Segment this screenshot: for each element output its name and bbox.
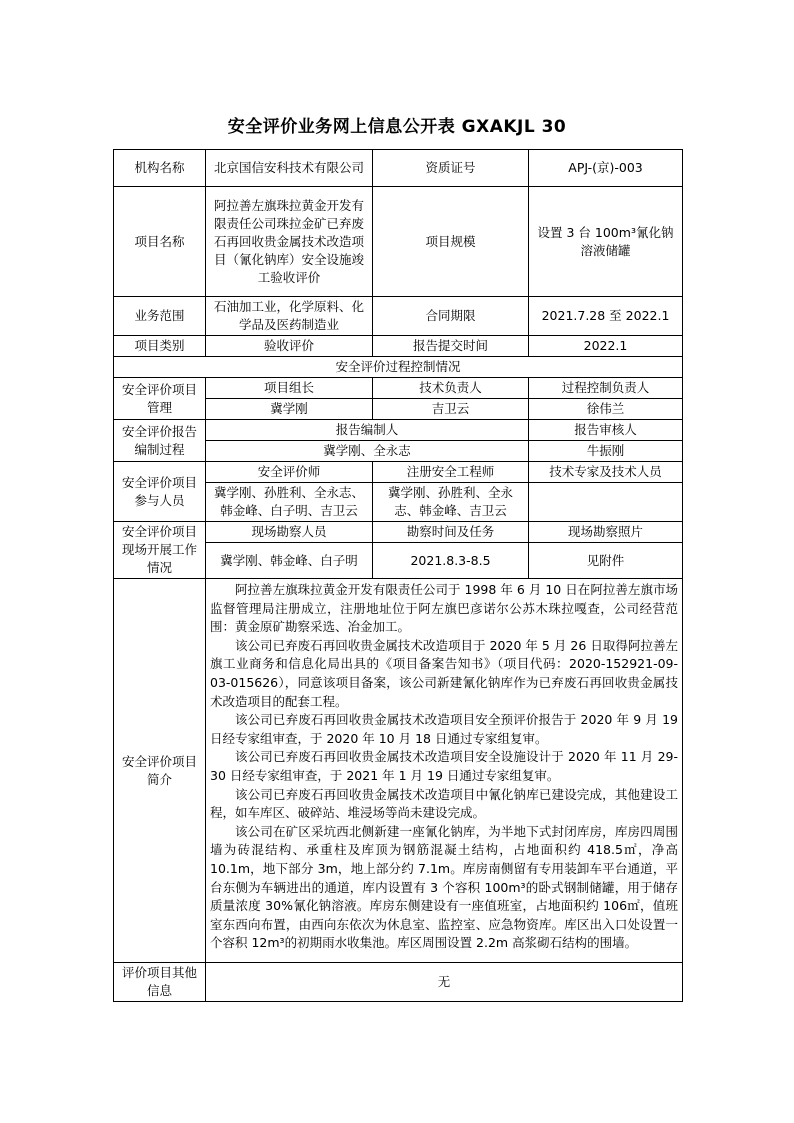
leader-label: 项目组长 xyxy=(206,378,373,399)
row-report-head xyxy=(114,420,683,441)
business-value: 石油加工业，化学原料、化学品及医药制造业 xyxy=(206,297,373,336)
intro-paragraph: 阿拉善左旗珠拉黄金开发有限责任公司于 1998 年 6 月 10 日在阿拉善左旗市场监督管理局注册成立，注册地址位于阿左旗巴彦诺尔公苏木珠拉嘎查，公司经营范围：黄金原矿勘察采选、冶金加工。 xyxy=(210,582,678,635)
intro-paragraph: 该公司在矿区采坑西北侧新建一座氰化钠库，为半地下式封闭库房，库房四周围墙为砖混结构、承重柱及库顶为钢筋混凝土结构，占地面积约 418.5㎡，净高 10.1m，地下部分 3m，地上部分约 7.1m。库房南侧留有专用装卸车平台通道，平台东侧为车辆进出的通道，库内设置有 3 个容积 100m³的卧式钢制储罐，用于储存质量浓度 30%氰化钠溶液。库房东侧建设有一座值班室，占地面积约 106㎡，值班室东西向布置，由西向东依次为休息室、监控室、应急物资库。库区出入口处设置一个容积 12m³的初期雨水收集池。库区周围设置 2.2m 高浆砌石结构的围墙。 xyxy=(210,823,678,951)
row-process-header xyxy=(114,357,683,378)
category-value: 验收评价 xyxy=(206,336,373,357)
writer-value: 冀学刚、全永志 xyxy=(206,441,529,462)
tech-label: 技术负责人 xyxy=(373,378,529,399)
reviewer-label: 报告审核人 xyxy=(529,420,683,441)
submit-label: 报告提交时间 xyxy=(373,336,529,357)
scale-label: 项目规模 xyxy=(373,187,529,297)
evaluator-value: 冀学刚、孙胜利、全永志、韩金峰、白子明、吉卫云 xyxy=(206,483,373,522)
row-site-head xyxy=(114,522,683,543)
intro-label: 安全评价项目简介 xyxy=(114,579,206,963)
category-label: 项目类别 xyxy=(114,336,206,357)
mgmt-label: 安全评价项目管理 xyxy=(114,378,206,420)
reviewer-value: 牛振刚 xyxy=(529,441,683,462)
report-label: 安全评价报告编制过程 xyxy=(114,420,206,462)
row-org xyxy=(114,150,683,187)
intro-paragraph: 该公司已弃废石再回收贵金属技术改造项目安全设施设计于 2020 年 11 月 29-30 日经专家组审查，于 2021 年 1 月 19 日通过专家组复审。 xyxy=(210,749,678,783)
contract-value: 2021.7.28 至 2022.1 xyxy=(529,297,683,336)
expert-label: 技术专家及技术人员 xyxy=(529,462,683,483)
business-label: 业务范围 xyxy=(114,297,206,336)
project-name-label: 项目名称 xyxy=(114,187,206,297)
participants-label: 安全评价项目参与人员 xyxy=(114,462,206,522)
row-category xyxy=(114,336,683,357)
survey-people-value: 冀学刚、韩金峰、白子明 xyxy=(206,543,373,579)
tech-value: 吉卫云 xyxy=(373,399,529,420)
survey-photo-label: 现场勘察照片 xyxy=(529,522,683,543)
row-business xyxy=(114,297,683,336)
org-value: 北京国信安科技术有限公司 xyxy=(206,150,373,187)
info-table xyxy=(113,149,683,1002)
row-other xyxy=(114,963,683,1002)
writer-label: 报告编制人 xyxy=(206,420,529,441)
other-value: 无 xyxy=(206,963,683,1002)
engineer-value: 冀学刚、孙胜利、全永志、韩金峰、吉卫云 xyxy=(373,483,529,522)
intro-paragraph: 该公司已弃废石再回收贵金属技术改造项目安全预评价报告于 2020 年 9 月 19 日经专家组审查，于 2020 年 10 月 18 日通过专家组复审。 xyxy=(210,712,678,746)
site-label: 安全评价项目现场开展工作情况 xyxy=(114,522,206,579)
process-ctrl-value: 徐伟兰 xyxy=(529,399,683,420)
survey-photo-value: 见附件 xyxy=(529,543,683,579)
page-title: 安全评价业务网上信息公开表 GXAKJL 30 xyxy=(227,117,567,137)
expert-value xyxy=(529,483,683,522)
engineer-label: 注册安全工程师 xyxy=(373,462,529,483)
other-label: 评价项目其他信息 xyxy=(114,963,206,1002)
leader-value: 冀学刚 xyxy=(206,399,373,420)
row-project xyxy=(114,187,683,297)
intro-text xyxy=(206,579,683,963)
process-ctrl-label: 过程控制负责人 xyxy=(529,378,683,399)
cert-label: 资质证号 xyxy=(373,150,529,187)
scale-value: 设置 3 台 100m³氰化钠溶液储罐 xyxy=(529,187,683,297)
org-label: 机构名称 xyxy=(114,150,206,187)
row-mgmt-head xyxy=(114,378,683,399)
row-intro xyxy=(114,579,683,963)
survey-time-value: 2021.8.3-8.5 xyxy=(373,543,529,579)
evaluator-label: 安全评价师 xyxy=(206,462,373,483)
cert-value: APJ-(京)-003 xyxy=(529,150,683,187)
project-name-value: 阿拉善左旗珠拉黄金开发有限责任公司珠拉金矿已弃废石再回收贵金属技术改造项目（氰化钠库）安全设施竣工验收评价 xyxy=(206,187,373,297)
survey-people-label: 现场勘察人员 xyxy=(206,522,373,543)
intro-paragraph: 该公司已弃废石再回收贵金属技术改造项目于 2020 年 5 月 26 日取得阿拉善左旗工业商务和信息化局出具的《项目备案告知书》（项目代码：2020-152921-09-03-015626），同意该项目备案，该公司新建氰化钠库作为已弃废石再回收贵金属技术改造项目的配套工程。 xyxy=(210,637,678,709)
contract-label: 合同期限 xyxy=(373,297,529,336)
row-participants-head xyxy=(114,462,683,483)
intro-paragraph: 该公司已弃废石再回收贵金属技术改造项目中氰化钠库已建设完成，其他建设工程，如车库区、破碎站、堆浸场等尚未建设完成。 xyxy=(210,786,678,821)
process-header: 安全评价过程控制情况 xyxy=(114,357,683,378)
submit-value: 2022.1 xyxy=(529,336,683,357)
survey-time-label: 勘察时间及任务 xyxy=(373,522,529,543)
